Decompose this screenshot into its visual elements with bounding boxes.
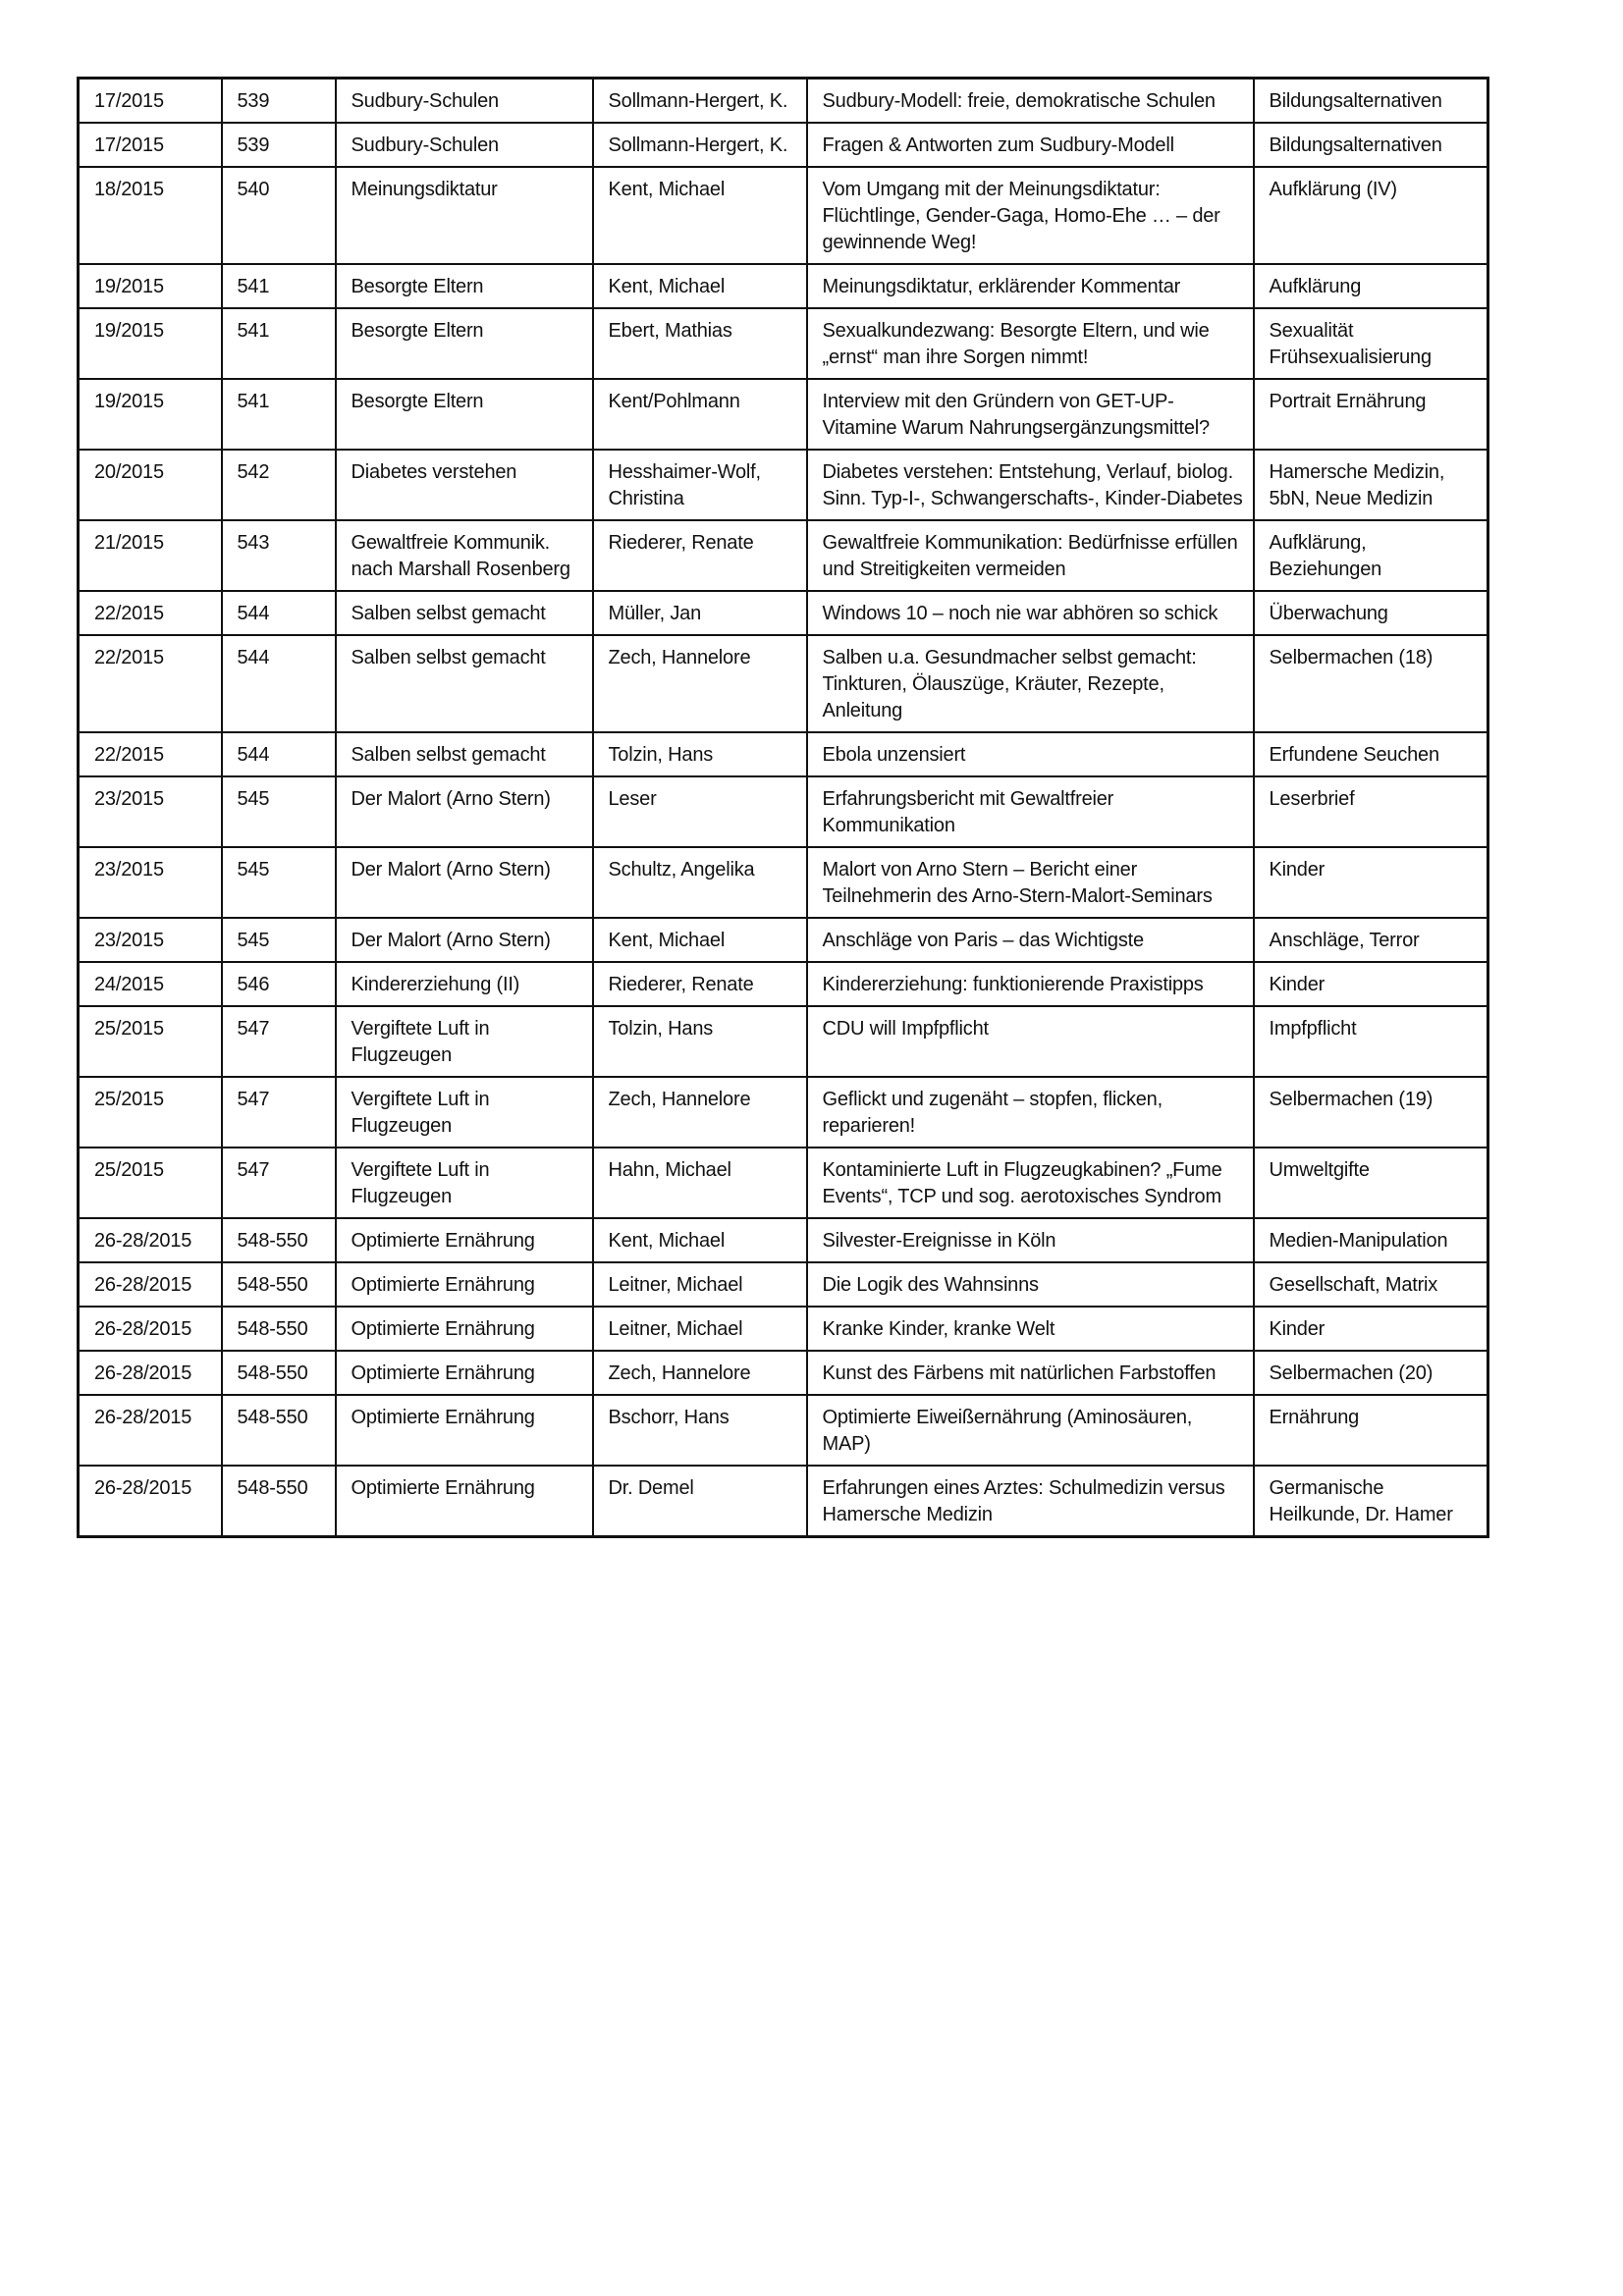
issue-cell: 23/2015 [79, 847, 222, 918]
table-row [79, 1466, 1488, 1537]
article-title-cell: Die Logik des Wahnsinns [807, 1262, 1254, 1307]
category-cell: Erfundene Seuchen [1254, 732, 1488, 776]
article-title-cell: Anschläge von Paris – das Wichtigste [807, 918, 1254, 962]
article-index-table [77, 77, 1489, 1538]
issue-cell: 26-28/2015 [79, 1307, 222, 1351]
number-cell: 543 [222, 520, 336, 591]
number-cell: 548-550 [222, 1262, 336, 1307]
article-title-cell: Erfahrungen eines Arztes: Schulmedizin versus Hamersche Medizin [807, 1466, 1254, 1537]
number-cell: 539 [222, 79, 336, 124]
article-title-cell: Optimierte Eiweißernährung (Aminosäuren, MAP) [807, 1395, 1254, 1466]
article-title-cell: Kunst des Färbens mit natürlichen Farbstoffen [807, 1351, 1254, 1395]
issue-cell: 19/2015 [79, 379, 222, 450]
topic-cell: Optimierte Ernährung [336, 1218, 593, 1262]
category-cell: Leserbrief [1254, 776, 1488, 847]
topic-cell: Sudbury-Schulen [336, 123, 593, 167]
number-cell: 547 [222, 1077, 336, 1148]
number-cell: 544 [222, 635, 336, 732]
author-cell: Leitner, Michael [593, 1307, 807, 1351]
article-title-cell: Kranke Kinder, kranke Welt [807, 1307, 1254, 1351]
author-cell: Kent, Michael [593, 167, 807, 264]
table-row [79, 776, 1488, 847]
article-title-cell: Silvester-Ereignisse in Köln [807, 1218, 1254, 1262]
topic-cell: Salben selbst gemacht [336, 591, 593, 635]
table-row [79, 450, 1488, 520]
topic-cell: Vergiftete Luft in Flugzeugen [336, 1148, 593, 1218]
table-row [79, 1262, 1488, 1307]
issue-cell: 23/2015 [79, 918, 222, 962]
topic-cell: Der Malort (Arno Stern) [336, 918, 593, 962]
issue-cell: 26-28/2015 [79, 1218, 222, 1262]
table-row [79, 732, 1488, 776]
issue-cell: 19/2015 [79, 308, 222, 379]
author-cell: Kent/Pohlmann [593, 379, 807, 450]
topic-cell: Kindererziehung (II) [336, 962, 593, 1006]
author-cell: Müller, Jan [593, 591, 807, 635]
issue-cell: 21/2015 [79, 520, 222, 591]
issue-cell: 25/2015 [79, 1077, 222, 1148]
category-cell: Umweltgifte [1254, 1148, 1488, 1218]
number-cell: 548-550 [222, 1307, 336, 1351]
category-cell: Kinder [1254, 962, 1488, 1006]
issue-cell: 22/2015 [79, 591, 222, 635]
article-title-cell: Diabetes verstehen: Entstehung, Verlauf, biolog. Sinn. Typ-I-, Schwangerschafts-, Kinder-Diabetes [807, 450, 1254, 520]
category-cell: Hamersche Medizin, 5bN, Neue Medizin [1254, 450, 1488, 520]
topic-cell: Vergiftete Luft in Flugzeugen [336, 1006, 593, 1077]
number-cell: 548-550 [222, 1466, 336, 1537]
article-title-cell: Kindererziehung: funktionierende Praxistipps [807, 962, 1254, 1006]
number-cell: 544 [222, 591, 336, 635]
topic-cell: Salben selbst gemacht [336, 635, 593, 732]
topic-cell: Salben selbst gemacht [336, 732, 593, 776]
article-title-cell: Interview mit den Gründern von GET-UP-Vitamine Warum Nahrungsergänzungsmittel? [807, 379, 1254, 450]
number-cell: 547 [222, 1148, 336, 1218]
issue-cell: 20/2015 [79, 450, 222, 520]
number-cell: 547 [222, 1006, 336, 1077]
category-cell: Selbermachen (19) [1254, 1077, 1488, 1148]
issue-cell: 26-28/2015 [79, 1466, 222, 1537]
table-row [79, 308, 1488, 379]
category-cell: Anschläge, Terror [1254, 918, 1488, 962]
category-cell: Überwachung [1254, 591, 1488, 635]
article-title-cell: CDU will Impfpflicht [807, 1006, 1254, 1077]
author-cell: Kent, Michael [593, 264, 807, 308]
article-title-cell: Fragen & Antworten zum Sudbury-Modell [807, 123, 1254, 167]
topic-cell: Der Malort (Arno Stern) [336, 776, 593, 847]
author-cell: Sollmann-Hergert, K. [593, 123, 807, 167]
table-row [79, 591, 1488, 635]
category-cell: Medien-Manipulation [1254, 1218, 1488, 1262]
article-title-cell: Sexualkundezwang: Besorgte Eltern, und wie „ernst“ man ihre Sorgen nimmt! [807, 308, 1254, 379]
author-cell: Zech, Hannelore [593, 1077, 807, 1148]
number-cell: 541 [222, 379, 336, 450]
table-row [79, 1006, 1488, 1077]
article-title-cell: Windows 10 – noch nie war abhören so schick [807, 591, 1254, 635]
topic-cell: Diabetes verstehen [336, 450, 593, 520]
table-row [79, 1148, 1488, 1218]
author-cell: Kent, Michael [593, 918, 807, 962]
issue-cell: 25/2015 [79, 1006, 222, 1077]
category-cell: Kinder [1254, 1307, 1488, 1351]
topic-cell: Optimierte Ernährung [336, 1262, 593, 1307]
author-cell: Hesshaimer-Wolf, Christina [593, 450, 807, 520]
number-cell: 540 [222, 167, 336, 264]
author-cell: Tolzin, Hans [593, 732, 807, 776]
number-cell: 548-550 [222, 1218, 336, 1262]
topic-cell: Sudbury-Schulen [336, 79, 593, 124]
topic-cell: Besorgte Eltern [336, 264, 593, 308]
category-cell: Portrait Ernährung [1254, 379, 1488, 450]
category-cell: Gesellschaft, Matrix [1254, 1262, 1488, 1307]
author-cell: Sollmann-Hergert, K. [593, 79, 807, 124]
table-row [79, 1218, 1488, 1262]
table-row [79, 635, 1488, 732]
issue-cell: 24/2015 [79, 962, 222, 1006]
table-row [79, 79, 1488, 124]
article-title-cell: Malort von Arno Stern – Bericht einer Teilnehmerin des Arno-Stern-Malort-Seminars [807, 847, 1254, 918]
topic-cell: Optimierte Ernährung [336, 1351, 593, 1395]
number-cell: 542 [222, 450, 336, 520]
author-cell: Kent, Michael [593, 1218, 807, 1262]
author-cell: Riederer, Renate [593, 520, 807, 591]
topic-cell: Besorgte Eltern [336, 379, 593, 450]
topic-cell: Meinungsdiktatur [336, 167, 593, 264]
table-row [79, 847, 1488, 918]
table-row [79, 379, 1488, 450]
category-cell: Kinder [1254, 847, 1488, 918]
category-cell: Aufklärung, Beziehungen [1254, 520, 1488, 591]
author-cell: Riederer, Renate [593, 962, 807, 1006]
number-cell: 546 [222, 962, 336, 1006]
table-row [79, 520, 1488, 591]
topic-cell: Der Malort (Arno Stern) [336, 847, 593, 918]
author-cell: Ebert, Mathias [593, 308, 807, 379]
table-row [79, 123, 1488, 167]
topic-cell: Gewaltfreie Kommunik. nach Marshall Rosenberg [336, 520, 593, 591]
issue-cell: 22/2015 [79, 635, 222, 732]
issue-cell: 26-28/2015 [79, 1262, 222, 1307]
article-title-cell: Ebola unzensiert [807, 732, 1254, 776]
topic-cell: Optimierte Ernährung [336, 1395, 593, 1466]
category-cell: Selbermachen (20) [1254, 1351, 1488, 1395]
category-cell: Ernährung [1254, 1395, 1488, 1466]
table-row [79, 962, 1488, 1006]
author-cell: Zech, Hannelore [593, 635, 807, 732]
number-cell: 539 [222, 123, 336, 167]
author-cell: Hahn, Michael [593, 1148, 807, 1218]
article-title-cell: Meinungsdiktatur, erklärender Kommentar [807, 264, 1254, 308]
issue-cell: 19/2015 [79, 264, 222, 308]
category-cell: Germanische Heilkunde, Dr. Hamer [1254, 1466, 1488, 1537]
issue-cell: 17/2015 [79, 123, 222, 167]
article-title-cell: Kontaminierte Luft in Flugzeugkabinen? „Fume Events“, TCP und sog. aerotoxisches Syndrom [807, 1148, 1254, 1218]
article-title-cell: Vom Umgang mit der Meinungsdiktatur: Flüchtlinge, Gender-Gaga, Homo-Ehe … – der gewinnende Weg! [807, 167, 1254, 264]
issue-cell: 26-28/2015 [79, 1395, 222, 1466]
issue-cell: 17/2015 [79, 79, 222, 124]
number-cell: 541 [222, 264, 336, 308]
issue-cell: 18/2015 [79, 167, 222, 264]
topic-cell: Optimierte Ernährung [336, 1466, 593, 1537]
number-cell: 545 [222, 776, 336, 847]
author-cell: Bschorr, Hans [593, 1395, 807, 1466]
category-cell: Bildungsalternativen [1254, 79, 1488, 124]
number-cell: 548-550 [222, 1351, 336, 1395]
table-row [79, 167, 1488, 264]
table-body [79, 79, 1488, 1537]
article-title-cell: Salben u.a. Gesundmacher selbst gemacht: Tinkturen, Ölauszüge, Kräuter, Rezepte, Anleitung [807, 635, 1254, 732]
table-row [79, 918, 1488, 962]
number-cell: 544 [222, 732, 336, 776]
issue-cell: 25/2015 [79, 1148, 222, 1218]
author-cell: Tolzin, Hans [593, 1006, 807, 1077]
author-cell: Leser [593, 776, 807, 847]
category-cell: Impfpflicht [1254, 1006, 1488, 1077]
topic-cell: Vergiftete Luft in Flugzeugen [336, 1077, 593, 1148]
table-row [79, 1307, 1488, 1351]
category-cell: Bildungsalternativen [1254, 123, 1488, 167]
issue-cell: 26-28/2015 [79, 1351, 222, 1395]
article-title-cell: Gewaltfreie Kommunikation: Bedürfnisse erfüllen und Streitigkeiten vermeiden [807, 520, 1254, 591]
topic-cell: Optimierte Ernährung [336, 1307, 593, 1351]
article-title-cell: Sudbury-Modell: freie, demokratische Schulen [807, 79, 1254, 124]
issue-cell: 23/2015 [79, 776, 222, 847]
article-title-cell: Erfahrungsbericht mit Gewaltfreier Kommunikation [807, 776, 1254, 847]
number-cell: 545 [222, 847, 336, 918]
topic-cell: Besorgte Eltern [336, 308, 593, 379]
number-cell: 545 [222, 918, 336, 962]
article-title-cell: Geflickt und zugenäht – stopfen, flicken, reparieren! [807, 1077, 1254, 1148]
author-cell: Dr. Demel [593, 1466, 807, 1537]
author-cell: Leitner, Michael [593, 1262, 807, 1307]
issue-cell: 22/2015 [79, 732, 222, 776]
category-cell: Sexualität Frühsexualisierung [1254, 308, 1488, 379]
table-row [79, 1077, 1488, 1148]
table-row [79, 1395, 1488, 1466]
category-cell: Aufklärung (IV) [1254, 167, 1488, 264]
author-cell: Zech, Hannelore [593, 1351, 807, 1395]
table-row [79, 1351, 1488, 1395]
category-cell: Selbermachen (18) [1254, 635, 1488, 732]
number-cell: 548-550 [222, 1395, 336, 1466]
number-cell: 541 [222, 308, 336, 379]
category-cell: Aufklärung [1254, 264, 1488, 308]
table-row [79, 264, 1488, 308]
author-cell: Schultz, Angelika [593, 847, 807, 918]
